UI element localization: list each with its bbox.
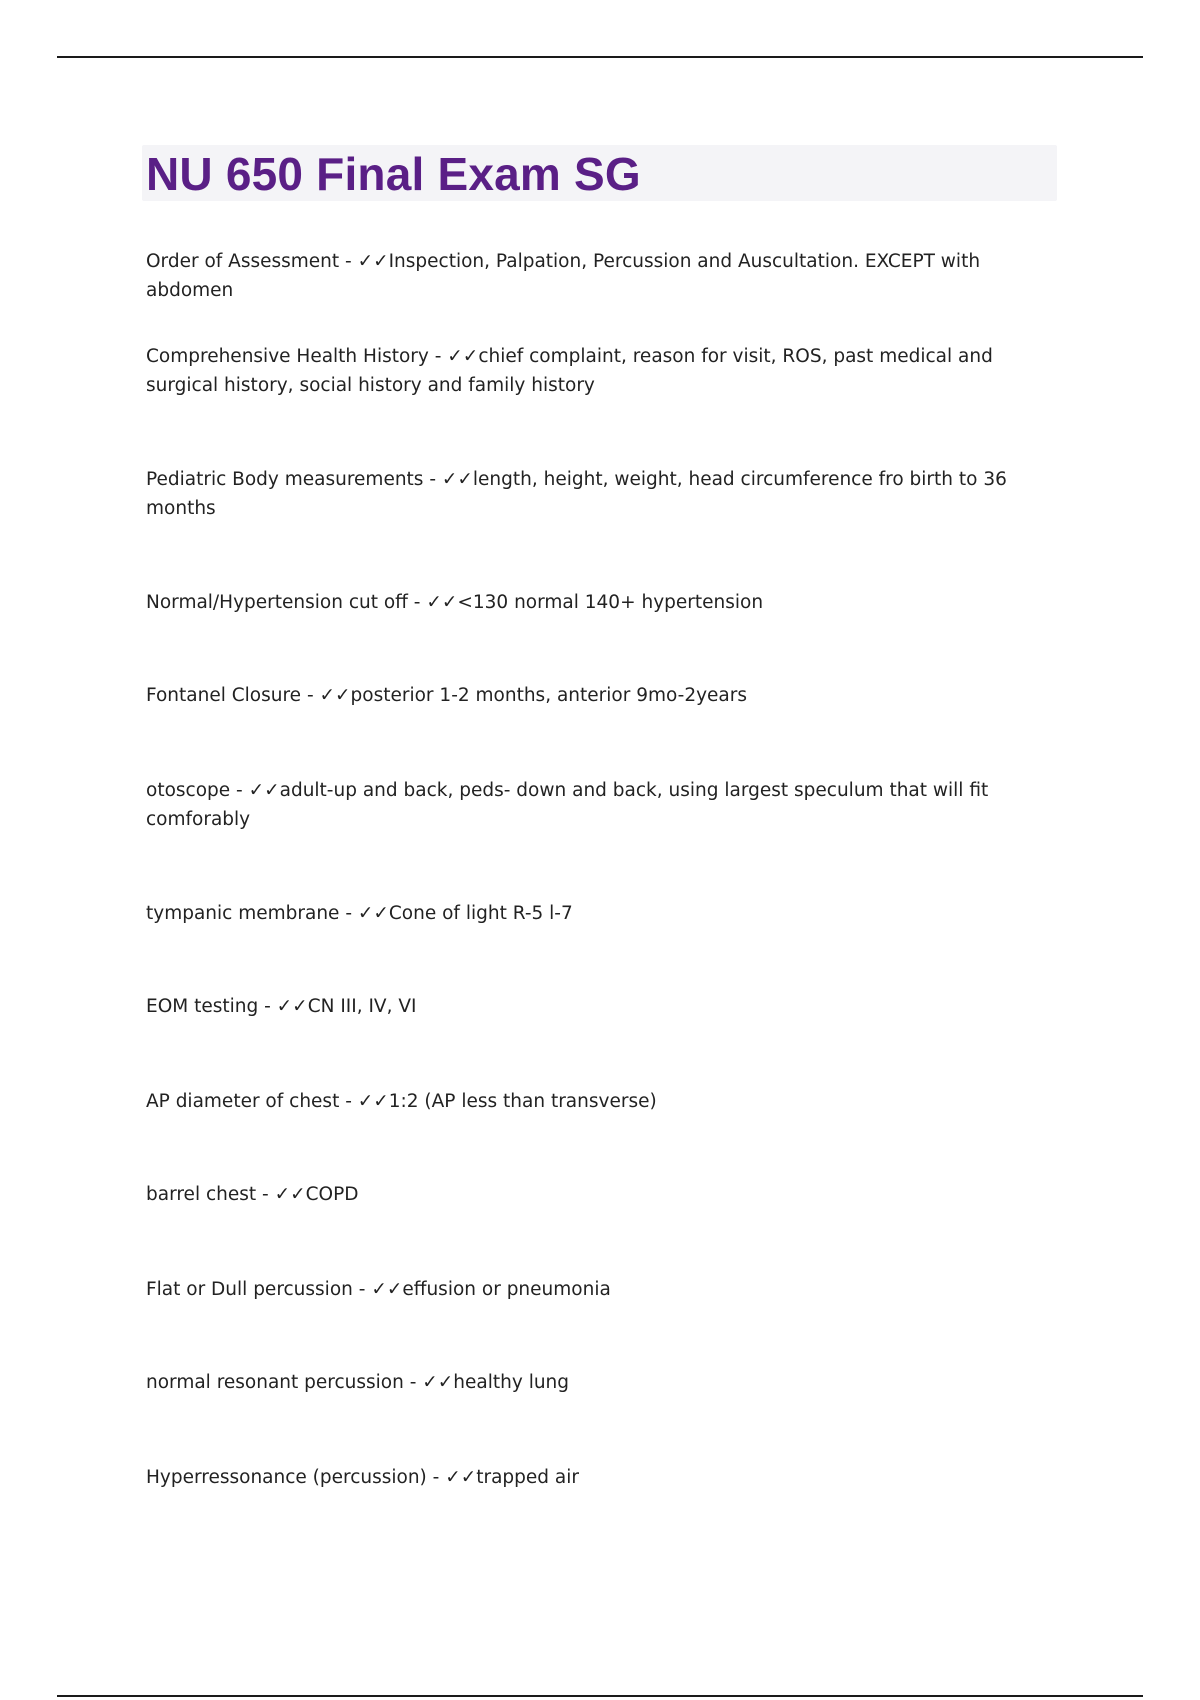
double-check-icon: ✓✓	[274, 1184, 306, 1205]
flashcard-answer: healthy lung	[453, 1372, 570, 1393]
term-separator: -	[352, 1279, 372, 1300]
flashcard-term: AP diameter of chest	[146, 1091, 340, 1112]
double-check-icon: ✓✓	[426, 592, 458, 613]
flashcard-item	[146, 1180, 1066, 1209]
page-top-rule	[57, 56, 1143, 58]
flashcard-item	[146, 1275, 1066, 1304]
term-separator: -	[339, 1091, 358, 1112]
flashcard-item	[146, 1087, 1066, 1116]
double-check-icon: ✓✓	[441, 469, 473, 490]
flashcard-term: Fontanel Closure	[146, 685, 302, 706]
flashcard-item	[146, 342, 1066, 400]
flashcard-item	[146, 465, 1066, 523]
term-separator: -	[426, 1467, 446, 1488]
flashcard-term: tympanic membrane	[146, 903, 340, 924]
double-check-icon: ✓✓	[371, 1279, 403, 1300]
flashcard-item	[146, 1463, 1066, 1492]
flashcard-term: Order of Assessment	[146, 251, 340, 272]
term-separator: -	[339, 903, 358, 924]
flashcard-answer: CN III, IV, VI	[307, 996, 417, 1017]
term-separator: -	[428, 346, 448, 367]
flashcard-answer: effusion or pneumonia	[402, 1279, 611, 1300]
double-check-icon: ✓✓	[276, 996, 308, 1017]
flashcard-answer: chief complaint, reason for visit, ROS, past medical and surgical history, social history and family history	[146, 346, 993, 396]
term-separator: -	[423, 469, 442, 490]
flashcard-answer: COPD	[305, 1184, 359, 1205]
flashcard-term: otoscope	[146, 780, 231, 801]
flashcard-term: normal resonant percussion	[146, 1372, 404, 1393]
flashcard-term: Flat or Dull percussion	[146, 1279, 353, 1300]
flashcard-answer: Inspection, Palpation, Percussion and Auscultation. EXCEPT with abdomen	[146, 251, 981, 301]
double-check-icon: ✓✓	[447, 346, 479, 367]
term-separator: -	[301, 685, 320, 706]
term-separator: -	[258, 996, 277, 1017]
flashcard-answer: length, height, weight, head circumference fro birth to 36 months	[146, 469, 1007, 519]
document-title: NU 650 Final Exam SG	[146, 148, 641, 200]
page-bottom-rule	[57, 1695, 1143, 1697]
flashcard-item	[146, 776, 1066, 834]
term-separator: -	[407, 592, 427, 613]
flashcard-term: Comprehensive Health History	[146, 346, 429, 367]
double-check-icon: ✓✓	[248, 780, 280, 801]
flashcard-item	[146, 588, 1066, 617]
flashcard-term: EOM testing	[146, 996, 259, 1017]
flashcard-term: Pediatric Body measurements	[146, 469, 424, 490]
double-check-icon: ✓✓	[357, 903, 389, 924]
flashcard-answer: Cone of light R-5 l-7	[388, 903, 573, 924]
flashcard-answer: posterior 1-2 months, anterior 9mo-2years	[350, 685, 748, 706]
double-check-icon: ✓✓	[422, 1372, 454, 1393]
flashcard-answer: adult-up and back, peds- down and back, using largest speculum that will fit comforably	[146, 780, 989, 830]
flashcard-answer: trapped air	[476, 1467, 580, 1488]
flashcard-item	[146, 992, 1066, 1021]
double-check-icon: ✓✓	[357, 251, 389, 272]
flashcard-term: Normal/Hypertension cut off	[146, 592, 408, 613]
flashcard-item	[146, 247, 1066, 305]
flashcard-answer: <130 normal 140+ hypertension	[457, 592, 764, 613]
term-separator: -	[339, 251, 358, 272]
flashcard-answer: 1:2 (AP less than transverse)	[388, 1091, 657, 1112]
term-separator: -	[256, 1184, 275, 1205]
term-separator: -	[230, 780, 249, 801]
flashcard-term: Hyperressonance (percussion)	[146, 1467, 427, 1488]
double-check-icon: ✓✓	[319, 685, 351, 706]
flashcard-item	[146, 899, 1066, 928]
double-check-icon: ✓✓	[445, 1467, 477, 1488]
term-separator: -	[403, 1372, 423, 1393]
flashcard-item	[146, 1368, 1066, 1397]
flashcard-item	[146, 681, 1066, 710]
double-check-icon: ✓✓	[357, 1091, 389, 1112]
flashcard-term: barrel chest	[146, 1184, 257, 1205]
